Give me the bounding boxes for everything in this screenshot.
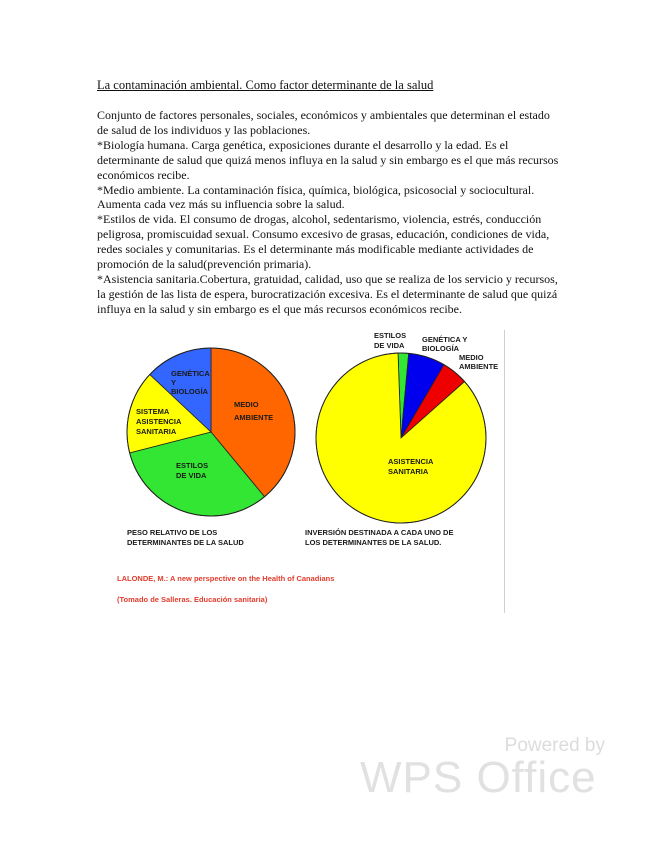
caption-right-line1: INVERSIÓN DESTINADA A CADA UNO DE [305, 528, 454, 537]
pie-chart-inversion [316, 353, 486, 523]
source-line1: LALONDE, M.: A new perspective on the Health of Canadians [117, 574, 335, 583]
label-estilos-left-2: DE VIDA [176, 471, 207, 480]
source-line2: (Tomado de Salleras. Educación sanitaria) [117, 595, 268, 604]
label-genetica-left-1: GENÉTICA [171, 369, 210, 378]
label-genetica-right-2: BIOLOGÍA [422, 344, 460, 353]
paragraph-biologia: *Biología humana. Carga genética, exposiciones durante el desarrollo y la edad. Es el determinante de salud que quizá menos influya en la salud y sin embargo es el que más recursos económicos recibe. [97, 137, 559, 182]
caption-left-line1: PESO RELATIVO DE LOS [127, 528, 218, 537]
label-genetica-right-1: GENÉTICA Y [422, 335, 468, 344]
label-asistencia-right-1: ASISTENCIA [388, 457, 434, 466]
paragraph-estilos-vida: *Estilos de vida. El consumo de drogas, alcohol, sedentarismo, violencia, estrés, conducción peligrosa, promiscuidad sexual. Consumo excesivo de grasas, educación, condiciones de vida, redes sociales y comunitarias. Es el determinante más modificable mediante actividades de promoción de la salud(prevención primaria). [97, 212, 550, 272]
watermark-powered-text: Powered by [504, 735, 605, 756]
paragraph-asistencia: *Asistencia sanitaria.Cobertura, gratuidad, calidad, uso que se realiza de los servicio y recursos, la gestión de las lista de espera, burocratización excesiva. Es el determinante de salud que quizá influya en la salud y sin embargo es el que más recursos económicos recibe. [97, 271, 558, 316]
label-sistema-left-1: SISTEMA [136, 407, 170, 416]
label-medio-left-1: MEDIO [234, 400, 259, 409]
label-medio-right-2: AMBIENTE [459, 362, 499, 371]
paragraph-medio-ambiente: *Medio ambiente. La contaminación física, química, biológica, psicosocial y sociocultural. Aumenta cada vez más su influencia sobre la salud. [97, 182, 535, 212]
label-medio-right-1: MEDIO [459, 353, 484, 362]
paragraph-intro: Conjunto de factores personales, sociales, económicos y ambientales que determinan el estado de salud de los individuos y las poblaciones. [97, 108, 550, 137]
label-estilos-left-1: ESTILOS [176, 461, 209, 470]
watermark-brand-text: WPS Office [360, 753, 597, 802]
label-medio-left-2: AMBIENTE [234, 413, 274, 422]
label-asistencia-right-2: SANITARIA [388, 467, 429, 476]
document-title: La contaminación ambiental. Como factor determinante de la salud [97, 78, 434, 92]
wps-watermark [360, 735, 605, 805]
label-genetica-left-3: BIOLOGÍA [171, 387, 209, 396]
label-sistema-left-3: SANITARIA [136, 427, 177, 436]
label-estilos-right-1: ESTILOS [374, 331, 407, 340]
caption-left-line2: DETERMINANTES DE LA SALUD [127, 538, 244, 547]
pie-charts-svg [116, 328, 506, 613]
label-estilos-right-2: DE VIDA [374, 341, 405, 350]
label-sistema-left-2: ASISTENCIA [136, 417, 182, 426]
label-genetica-left-2: Y [171, 378, 177, 387]
pie-charts-figure [116, 328, 506, 613]
document-body [97, 108, 559, 317]
caption-right-line2: LOS DETERMINANTES DE LA SALUD. [305, 538, 442, 547]
